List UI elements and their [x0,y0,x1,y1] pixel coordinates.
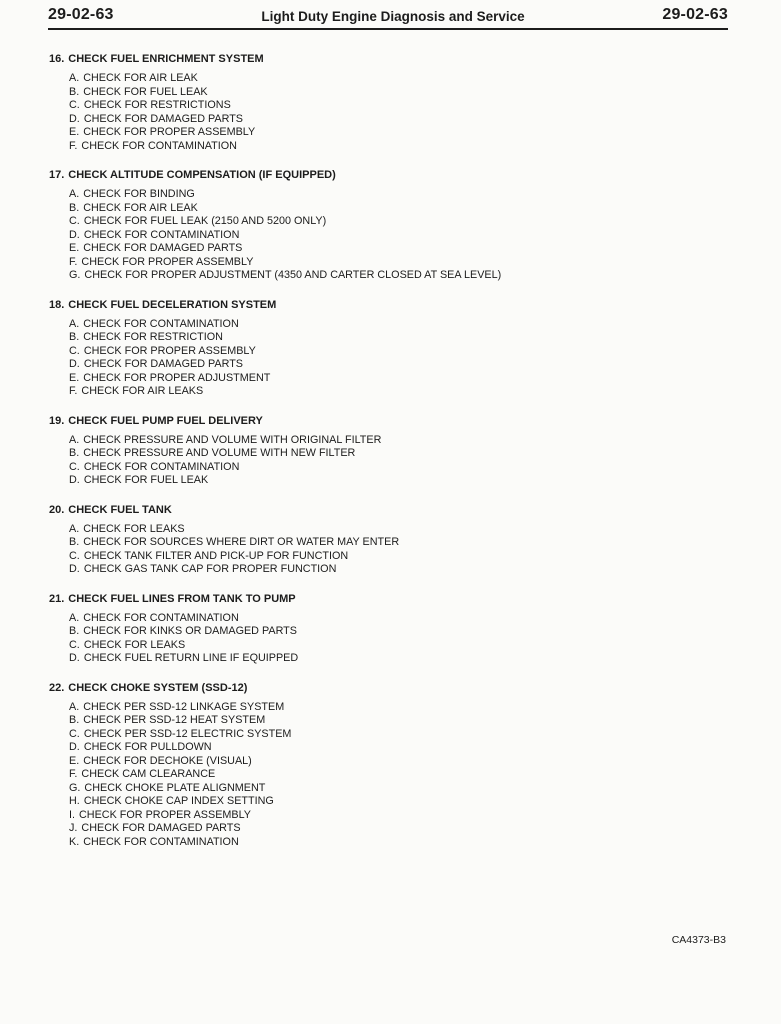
item-letter: F. [69,255,78,268]
checklist-section [49,592,729,666]
checklist-item [69,536,729,550]
item-letter: C. [69,99,80,111]
item-letter: H. [69,795,80,807]
item-letter: D. [69,358,80,370]
item-text: CHECK FOR SOURCES WHERE DIRT OR WATER MAY ENTER [83,536,400,548]
section-heading [49,52,729,66]
page-number-left: 29-02-63 [48,6,114,23]
item-text: CHECK FOR RESTRICTIONS [83,99,231,111]
checklist-items [49,188,729,283]
checklist-content [49,52,729,864]
item-text: CHECK PER SSD-12 HEAT SYSTEM [83,714,266,726]
checklist-item [69,461,729,475]
item-letter: D. [69,652,80,664]
item-text: CHECK FOR KINKS OR DAMAGED PARTS [83,625,297,637]
item-letter: E. [69,242,80,254]
item-letter: A. [69,433,80,446]
item-text: CHECK FOR CONTAMINATION [83,460,240,473]
checklist-item [69,113,729,127]
section-number: 20. [49,503,65,516]
page-number-right: 29-02-63 [662,6,728,23]
checklist-item [69,714,729,728]
item-letter: D. [69,228,80,241]
checklist-item [69,550,729,564]
checklist-item [69,625,729,639]
checklist-item [69,755,729,769]
checklist-item [69,523,729,537]
item-letter: E. [69,371,80,384]
item-text: CHECK FOR FUEL LEAK (2150 AND 5200 ONLY) [83,215,327,227]
item-letter: F. [69,768,78,780]
item-letter: A. [69,72,80,84]
checklist-items [49,612,729,666]
checklist-section [49,298,729,399]
section-number: 16. [49,53,65,65]
checklist-item [69,728,729,742]
section-heading [49,592,729,606]
item-letter: B. [69,331,80,343]
item-letter: B. [69,714,80,726]
item-text: CHECK FUEL RETURN LINE IF EQUIPPED [83,652,299,664]
section-title: CHECK FUEL ENRICHMENT SYSTEM [68,53,264,65]
item-letter: D. [69,741,80,753]
item-letter: E. [69,126,80,138]
checklist-item [69,434,729,448]
checklist-item [69,229,729,243]
section-heading [49,298,729,312]
item-letter: B. [69,625,80,637]
checklist-items [49,318,729,399]
checklist-items [49,434,729,488]
checklist-item [69,639,729,653]
checklist-item [69,269,729,283]
checklist-section [49,52,729,153]
item-text: CHECK FOR PROPER ASSEMBLY [83,126,256,138]
item-letter: I. [69,808,75,821]
item-letter: B. [69,85,80,98]
item-text: CHECK FOR LEAKS [83,638,186,651]
checklist-item [69,215,729,229]
checklist-item [69,701,729,715]
item-letter: B. [69,201,80,214]
item-text: CHECK FOR DAMAGED PARTS [83,242,243,254]
item-letter: J. [69,822,78,834]
item-letter: C. [69,344,80,357]
checklist-section [49,681,729,850]
checklist-item [69,126,729,140]
figure-code: CA4373-B3 [671,934,726,946]
item-letter: F. [69,385,78,397]
item-text: CHECK FOR PULLDOWN [83,741,212,753]
checklist-item [69,256,729,270]
section-heading [49,168,729,182]
item-text: CHECK CHOKE PLATE ALIGNMENT [84,781,266,794]
checklist-section [49,503,729,577]
item-text: CHECK FOR DAMAGED PARTS [83,112,243,125]
section-title: CHECK FUEL TANK [68,503,172,516]
header-title: Light Duty Engine Diagnosis and Service [261,9,525,24]
item-text: CHECK PER SSD-12 ELECTRIC SYSTEM [83,727,292,740]
checklist-item [69,242,729,256]
item-text: CHECK FOR PROPER ASSEMBLY [81,255,254,268]
checklist-item [69,474,729,488]
checklist-item [69,372,729,386]
item-text: CHECK CHOKE CAP INDEX SETTING [83,795,274,807]
section-title: CHECK ALTITUDE COMPENSATION (IF EQUIPPED) [68,169,336,181]
checklist-section [49,168,729,283]
checklist-item [69,809,729,823]
item-letter: A. [69,611,80,624]
page-header [48,6,728,30]
item-letter: C. [69,460,80,473]
item-text: CHECK FOR AIR LEAKS [81,385,204,397]
item-letter: G. [69,781,81,794]
checklist-item [69,768,729,782]
item-text: CHECK PRESSURE AND VOLUME WITH ORIGINAL FILTER [83,433,382,446]
item-text: CHECK FOR FUEL LEAK [83,85,208,98]
item-letter: A. [69,522,80,535]
item-text: CHECK FOR PROPER ASSEMBLY [83,344,256,357]
item-text: CHECK FOR DAMAGED PARTS [83,358,243,370]
checklist-item [69,652,729,666]
item-letter: G. [69,269,81,281]
item-letter: C. [69,215,80,227]
item-letter: C. [69,727,80,740]
checklist-items [49,72,729,153]
item-text: CHECK FOR CONTAMINATION [81,139,237,152]
item-text: CHECK CAM CLEARANCE [81,768,216,780]
item-letter: D. [69,112,80,125]
checklist-item [69,782,729,796]
checklist-item [69,99,729,113]
checklist-item [69,345,729,359]
item-letter: B. [69,536,80,548]
item-text: CHECK FOR CONTAMINATION [83,228,240,241]
checklist-item [69,188,729,202]
checklist-item [69,741,729,755]
checklist-item [69,86,729,100]
checklist-item [69,140,729,154]
section-number: 21. [49,592,65,605]
item-text: CHECK PER SSD-12 LINKAGE SYSTEM [83,700,285,713]
item-letter: B. [69,447,80,459]
checklist-item [69,331,729,345]
item-letter: K. [69,835,80,848]
item-letter: A. [69,188,80,200]
item-text: CHECK FOR DECHOKE (VISUAL) [83,754,252,767]
checklist-item [69,358,729,372]
item-text: CHECK FOR PROPER ASSEMBLY [79,808,251,821]
checklist-items [49,523,729,577]
section-number: 17. [49,169,65,181]
section-heading [49,681,729,695]
section-title: CHECK FUEL DECELERATION SYSTEM [68,298,277,311]
section-number: 22. [49,681,65,694]
item-text: CHECK PRESSURE AND VOLUME WITH NEW FILTER [83,447,356,459]
item-text: CHECK FOR RESTRICTION [83,331,223,343]
item-text: CHECK FOR CONTAMINATION [83,835,239,848]
item-letter: F. [69,139,78,152]
item-letter: C. [69,638,80,651]
item-text: CHECK TANK FILTER AND PICK-UP FOR FUNCTION [83,549,349,562]
item-text: CHECK FOR DAMAGED PARTS [81,822,241,834]
item-text: CHECK GAS TANK CAP FOR PROPER FUNCTION [83,563,337,575]
checklist-item [69,563,729,577]
section-heading [49,414,729,428]
item-text: CHECK FOR AIR LEAK [83,201,198,214]
item-letter: D. [69,563,80,575]
section-title: CHECK FUEL PUMP FUEL DELIVERY [68,414,263,427]
checklist-item [69,385,729,399]
section-title: CHECK CHOKE SYSTEM (SSD-12) [68,681,248,694]
item-text: CHECK FOR FUEL LEAK [83,474,209,486]
item-text: CHECK FOR CONTAMINATION [83,317,239,330]
item-letter: E. [69,754,80,767]
checklist-item [69,822,729,836]
item-text: CHECK FOR LEAKS [83,522,185,535]
section-number: 18. [49,298,65,311]
item-letter: A. [69,700,80,713]
item-text: CHECK FOR BINDING [83,188,195,200]
item-letter: A. [69,317,80,330]
item-text: CHECK FOR CONTAMINATION [83,611,239,624]
checklist-item [69,836,729,850]
section-number: 19. [49,414,65,427]
checklist-item [69,447,729,461]
checklist-item [69,795,729,809]
item-letter: C. [69,549,80,562]
section-heading [49,503,729,517]
item-text: CHECK FOR AIR LEAK [83,72,198,84]
checklist-item [69,612,729,626]
checklist-section [49,414,729,488]
item-text: CHECK FOR PROPER ADJUSTMENT (4350 AND CARTER CLOSED AT SEA LEVEL) [84,269,502,281]
item-letter: D. [69,474,80,486]
checklist-item [69,72,729,86]
checklist-items [49,701,729,850]
checklist-item [69,318,729,332]
item-text: CHECK FOR PROPER ADJUSTMENT [83,371,271,384]
section-title: CHECK FUEL LINES FROM TANK TO PUMP [68,592,296,605]
checklist-item [69,202,729,216]
